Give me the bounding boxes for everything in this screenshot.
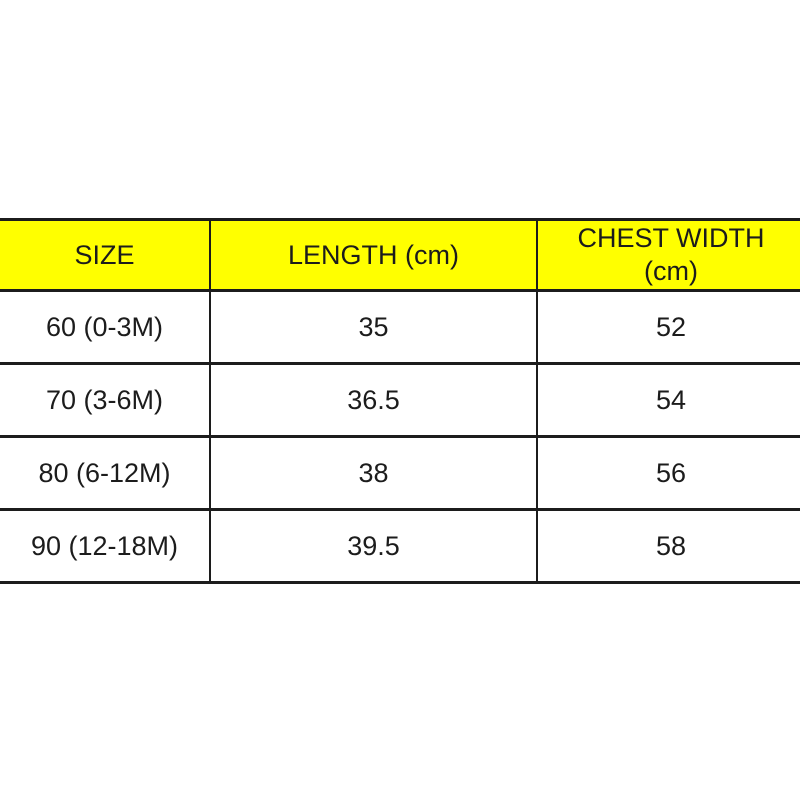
cell-size: 80 (6-12M) xyxy=(0,437,210,510)
size-chart-table xyxy=(0,218,800,584)
table-row xyxy=(0,364,800,437)
header-label-length: LENGTH (cm) xyxy=(288,239,459,270)
table-row xyxy=(0,437,800,510)
cell-chest-width: 56 xyxy=(537,437,800,510)
cell-length: 35 xyxy=(210,291,537,364)
header-label-size: SIZE xyxy=(74,239,135,270)
cell-length: 36.5 xyxy=(210,364,537,437)
table-row xyxy=(0,510,800,583)
header-label-chest-width-line2: (cm) xyxy=(644,256,698,286)
cell-chest-width: 52 xyxy=(537,291,800,364)
cell-length: 38 xyxy=(210,437,537,510)
cell-size: 70 (3-6M) xyxy=(0,364,210,437)
header-label-chest-width-line1: CHEST WIDTH xyxy=(577,223,765,253)
cell-chest-width: 58 xyxy=(537,510,800,583)
header-row xyxy=(0,220,800,291)
size-chart-header xyxy=(0,220,800,291)
size-chart-body xyxy=(0,291,800,583)
cell-chest-width: 54 xyxy=(537,364,800,437)
header-cell-chest-width xyxy=(537,220,800,291)
table-row xyxy=(0,291,800,364)
header-cell-size xyxy=(0,220,210,291)
header-cell-length xyxy=(210,220,537,291)
cell-size: 60 (0-3M) xyxy=(0,291,210,364)
cell-length: 39.5 xyxy=(210,510,537,583)
cell-size: 90 (12-18M) xyxy=(0,510,210,583)
